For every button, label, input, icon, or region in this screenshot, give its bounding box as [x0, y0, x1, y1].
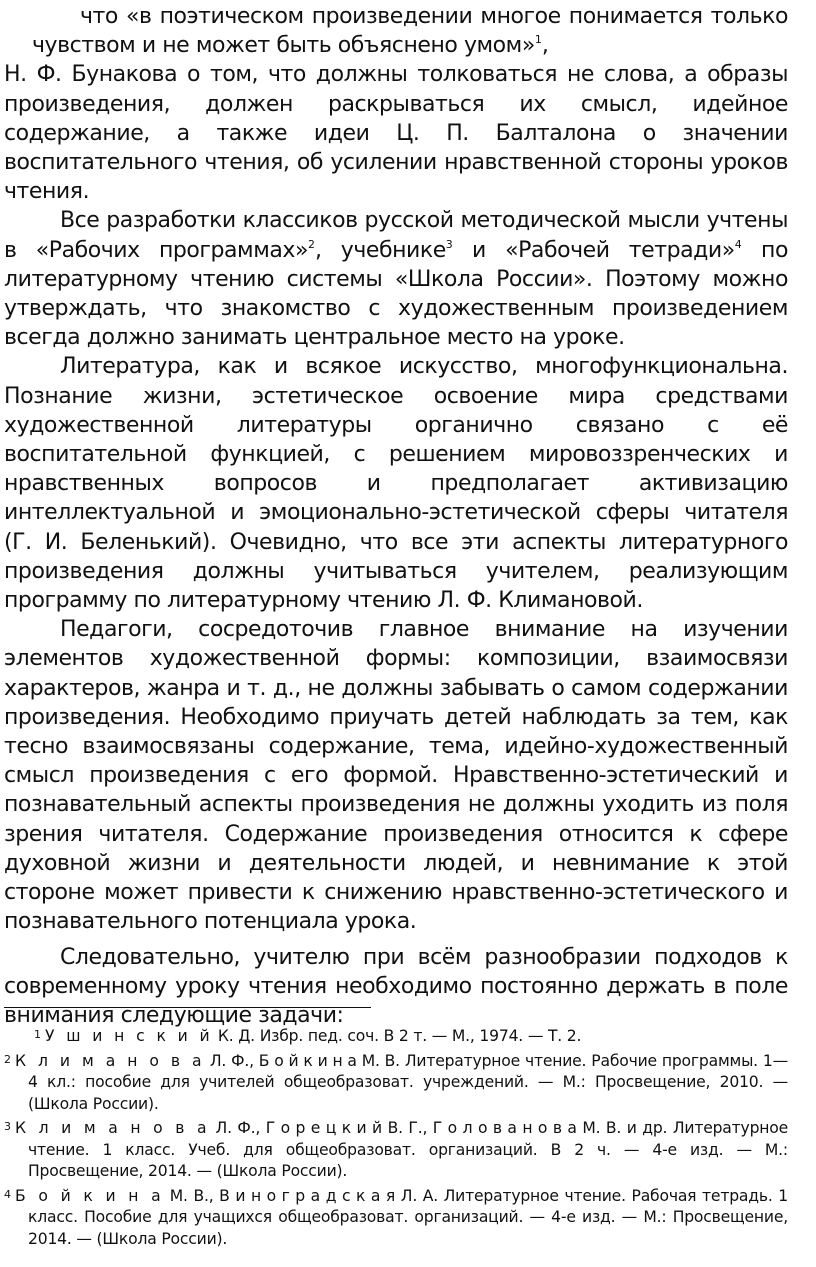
footnote-mark: 1 — [34, 1028, 41, 1041]
footnote-author: К л и м а н о в а — [15, 1119, 210, 1137]
footnote-text: М. В., В и н о г р а д с к а я Л. А. Литературное чтение. Рабочая тетрадь. 1 класс. Пособие для учащихся общеобразоват. организаций. — 4-е изд. — М.: Просвещение, 2014. — (Школа России). — [28, 1186, 788, 1248]
footnote-author: У ш и н с к и й — [45, 1027, 214, 1045]
paragraph-literature: Литература, как и всякое искусство, многофункциональна. Познание жизни, эстетическое освоение мира средствами художественной литературы органично связано с её воспитательной функцией, с решением мировоззренческих и нравственных вопросов и предполагает активизацию интеллектуальной и эмоционально-эстетической сферы читателя (Г. И. Беленький). Очевидно, что все эти аспекты литературного произведения должны учитываться учителем, реализующим программу по литературному чтению Л. Ф. Климановой. — [4, 354, 788, 614]
footnote-author: К л и м а н о в а — [15, 1051, 205, 1070]
main-text — [4, 2, 788, 1030]
paragraph-programs-part-d: по литературному чтению системы «Школа России». Поэтому можно утверждать, что знакомство с художественным произведением всегда должно занимать центральное место на уроке. — [4, 237, 788, 351]
footnote-author: Б о й к и н а — [15, 1186, 165, 1205]
footnote-mark: 3 — [4, 1120, 11, 1133]
paragraph-bunakov: Н. Ф. Бунакова о том, что должны толковаться не слова, а образы произведения, должен раскрываться их смысл, идейное содержание, а также идеи Ц. П. Балталона о значении воспитательного чтения, об усилении нравственной стороны уроков чтения. — [4, 62, 788, 205]
paragraph-teachers: Педагоги, сосредоточив главное внимание на изучении элементов художественной формы: композиции, взаимосвязи характеров, жанра и т. д., не должны забывать о самом содержании произведения. Необходимо приучать детей наблюдать за тем, как тесно взаимосвязаны содержание, тема, идейно-художественный смысл произведения с его формой. Нравственно-эстетический и познавательный аспекты произведения не должны уходить из поля зрения читателя. Содержание произведения относится к сфере духовной жизни и деятельности людей, и невнимание к этой стороне может привести к снижению нравственно-эстетического и познавательного потенциала урока. — [4, 617, 788, 935]
footnote-text: Л. Ф., Г о р е ц к и й В. Г., Г о л о в а н о в а М. В. и др. Литературное чтение. 1 класс. Учеб. для общеобразоват. организаций. В 2 ч. — 4-е изд. — М.: Просвещение, 2014. — (Школа России). — [28, 1119, 788, 1180]
paragraph-programs — [4, 206, 788, 352]
footnote-text: К. Д. Избр. пед. соч. В 2 т. — М., 1974. — Т. 2. — [213, 1027, 582, 1045]
paragraph-programs-part-c: и «Рабочей тетради» — [452, 237, 735, 263]
quote-text: что «в поэтическом произведении многое понимается только чувством и не может быть объяснено умом» — [32, 4, 788, 59]
footnote-1 — [4, 1024, 788, 1048]
quote-continuation: что «в поэтическом произведении многое понимается только чувством и не может быть объяснено умом»$^1$, — [32, 4, 788, 59]
footnote-mark: 4 — [4, 1187, 11, 1201]
footnote-separator — [4, 1007, 371, 1008]
footnote-4 — [4, 1184, 788, 1251]
paragraph-conclusion: Следовательно, учителю при всём разнообразии подходов к современному уроку чтения необходимо постоянно держать в поле внимания следующие задачи: — [4, 944, 788, 1028]
footnote-ref-2[interactable]: 2 — [307, 237, 315, 251]
footnote-text: Л. Ф., Б о й к и н а М. В. Литературное чтение. Рабочие программы. 1—4 кл.: пособие для учителей общеобразоват. учреждений. — М.: Просвещение, 2010. — (Школа России). — [28, 1051, 788, 1113]
footnote-3 — [4, 1116, 788, 1183]
footnotes — [4, 1024, 788, 1251]
footnote-mark: 2 — [4, 1052, 11, 1066]
footnote-ref-1[interactable]: 1 — [534, 33, 542, 47]
footnote-ref-4[interactable]: 4 — [734, 237, 742, 251]
paragraph-programs-part-b: , учебнике — [314, 237, 446, 263]
paragraph-programs-part-a: Все разработки классиков русской методической мысли учтены в «Рабочих программах» — [4, 208, 788, 263]
footnote-2 — [4, 1049, 788, 1116]
footnote-ref-3[interactable]: 3 — [445, 237, 453, 251]
